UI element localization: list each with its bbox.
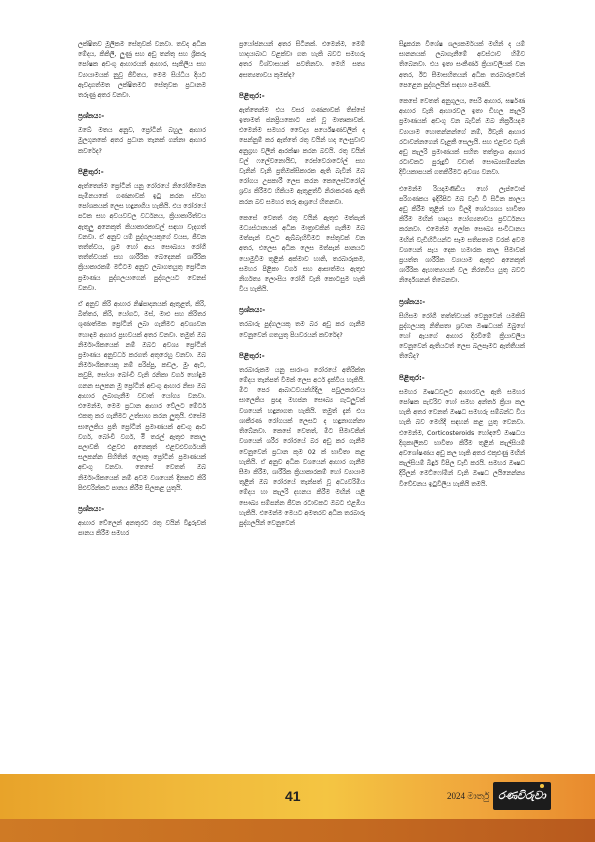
section-heading: පිළිතුර:- (78, 167, 104, 176)
magazine-logo-text: රණවිරුවා (498, 789, 546, 802)
section-heading: පිළිතුර:- (399, 373, 425, 382)
article-column-1 (78, 40, 206, 767)
section-heading: ප්‍රශ්නය:- (239, 306, 266, 315)
page-number: 41 (285, 788, 301, 804)
page-footer (0, 774, 595, 842)
issue-date: 2024 මාර්තු (447, 791, 490, 801)
article-column-3 (399, 40, 525, 767)
article-paragraph: තරබාරු පුද්ගලයකු තම බර අඩු කර ගැනීම වෙනුවෙන් ගතයුතු පියවරයන් කවරේද? (239, 321, 365, 339)
article-paragraph: කෙසේ වෙතත් අනුගුලය, සෙරි ආහාර, ඝර්ෂණ ආහාර වැනි ආහාරවල ඉතා ඩිහල කැලරි ප්‍රමාණයක් අඩංගු වන බැවින් ඔබ නිර්ක්‍රියදම ව්‍යායාම හොතන්නන්ගේ නම්, ඊවැනි ආහාර රටාවන්නගෙන් වැළකී සෙලැයි. සහ එළවළු වැනි අඩු කැලරි ප්‍රමාණයක් සහිත තත්ත්‍රංශ ආහාර රටාවකට පුරුදුව් වඩාත් සෞඛ්‍යසම්පන්න දිවියකාපයක් ගතකිරීමට අවශ්‍ය වනවා. (399, 98, 525, 177)
article-paragraph: ඇත්තෙන්ම ප්‍රෝටීන් යනු රෝරයේ නිරෝගිමෙන පැමිනයකේ ගණනාවක් ඉටු කරන ස්වභ පෝශකයක් ලෙස හඳුනාගිය හැකියි. එය රෝරයේ පටක සහ අවයවවල වර්ධනය, ක්‍රියාකාරිත්වය ඇතුලු අනෙකුත් කියාකාරකාවල් සඳහා වැදගත් වනවා. ඒ අනුව යම් පුද්ගලයකුගේ වයස, ජීවන තත්ත්වය, ශ්‍රම හෝ ආය සෞඛ්‍යය රෝගී තත්ත්වයක් සහ ශාරීරික බෙදෙනක් ශාරීරික ක්‍රියාකාරකම් මට්ටම අනුව ලබාගතයුතු ප්‍රෝටීන ප්‍රමාණය පුද්ගලයාගෙන් පුද්ගලයට වෙනස් වනවා. (78, 182, 206, 292)
article-paragraph: ආහාර වේලෙන් අනතුරට රතු වයින් වීදුරුවක් පානය කිරීම සමහර (78, 519, 206, 538)
article-paragraph: කෙසේ වෙතත් රතු වයින් ඇතුළු මත්පැන් මධ්‍යස්ථානයක් අධික මාත්‍රාවකින් ගැනීම ඔබ මත්පැන් වලට ඇබ්බැහිවීමට සේතුවක් වන අතර, එලෙස අධික ලෙස මත්පැන් පානයට යොමුවීම තුළින් අක්මාව හානි, තරබාරුකම, සමහර පිළිකා වර්ග සහ ආසාත්මය ඇතුළු නිර්ගත්‍ය ලොංසිය රෝගී වැනි කොටසුම හැකි විය හැකියි. (239, 214, 365, 294)
article-paragraph: ඔබේ මතය අනුව, ප්‍රෝටීන් බහුල ආහාර මුලගුනකේ අතර ප්‍රධාන තැනක් ගන්නා ආහාර කවරේද? (78, 127, 206, 155)
logo-accent-dot (540, 784, 544, 788)
article-paragraph: තරබාරුකම යනු සාරාංශ රෝරයේ අතිරික්ත මේදය තැන්පත් වීමක් ලෙස අර්ථ දැක්විය හැකියි. මිට පෙර ආබාධවයන්හිදිල පවුලකරාවය සාලෙකිය ප්‍රඥ මහජන සෞඛ්‍ය ගැටලුවක් වශයෙන් හඳුනාගත හැකියි. තමුත් දැන් එය ශාකීරණ රෝගයක් ලෙසට ද හඳුනාගන්නා තිබේනවා. කෙසේ වෙතත්, මිට සීමාවකින් වශයෙන් ශරීර රෝරයේ බර අඩු කර ගැනීම වෙනුවෙන් ප්‍රධාන කුම 02 ක් භාවිතා කළ හැකියි. ඒ අනුව අධික වශයෙන් ආහාර ගැනීම සීමා කිරීම, ශාරීරික ක්‍රියාකාරකම් හෝ ව්‍යායාම තුළින් ඔබ රෝරයේ තැන්පත් වූ අධ්‍යවරිමිය මේදය හා කැලරි දහනය කිරීම මඟින් යළි සෞඛ්‍ය සම්පන්න ජීවන රටාවකට ඔබට එළඹිය හැකියි. එමෙන්ම මෙයට අමතරව අධික තරබාරු පුද්ගලයින් වෙනුවෙන් (239, 366, 365, 527)
article-paragraph: සිහිසම රෝගී තත්ත්වයක් වෙනුවෙන් යමකිසි පුද්ගලයකු නිතිපතා ශ්‍රවාන ඖෂධයක් ඔබුගේ හෝ ඇයගේ ආහාර දිරවීමේ ක්‍රියාවලිය වෙනුවෙන් ඇතියටත් ලෙස බලපෑමට ඇත්තීයක් තිබේද? (399, 312, 525, 361)
article-paragraph: එමෙන්ම රියදාමණිඩිය හෝ ලැප්ටොප් පරිගණකය ඉදිරිපිට ඔබ වැඩි වී සිටින කාලය අඩු කිරීම තුළින් හා විලදී ශෝථ්‍යශය භාවිතා කිරීම මඟින් හෘදය යෝග්‍යතාවය ප්‍රවර්ධනය කරනවා. එමෙන්ම ලෝක සෞඛ්‍ය සංවිධානය මඟින් වැඩිහිටියන්ට සෑම සතිපතාම වරක් අවම වශයෙන් පැය දෙක හමාරක කාල සීමාවක් ප්‍රයත්ත ශාරීරික ව්‍යායාම ඇතුළු අනෙකුත් ශාරීරික ඇහාත්‍යායන් වල නිරතවිය යුතු බවට නිර්දේශනන් තිබෙනවා. (399, 185, 525, 285)
article-paragraph: සිදුකරන විශේෂ ශල්‍යකර්මයක් මඟින් ද යම් සානනයක් ලබාගැනීමේ අවස්ථාව හිමිව තිබෙනවා. එය ඉතා සංකීර්ණ ක්‍රියාවලියක් වන අතර, ඊට සීමාසහිතයන් අධික තරබාරුවෙන් පෙළෙන පුද්ගලයින් සඳහා පමණයි. (399, 41, 525, 89)
section-heading: ප්‍රශ්නය:- (78, 504, 105, 513)
article-paragraph: ඇත්තෙන්ම එය වසර ගණනාවක් තිස්සේ ඉතාමත් ජනප්‍රියකොට පත් වූ මාතෘකාවක්. එමෙන්ම සමහර වෛද්‍ය පර්යේෂණවලින් ද පෙන්නුම් කර ඇත්තේ රතු වයින් හද ලෙංසුවාව අනුග්‍රහ වලින් ආරක්ෂා කරන බවයි. රතු වයින් වල් ෆලේවනොයිඩ, රෙස්වෙරාටෝල් සහ වැනින් වැනි ප්‍රතිඔක්සිකාරක ඇති බැවින් ඔබ රෝගය උපකාරී ලෙස කරන කෙලෙස්ටරෝල් ශ්‍රව්‍ය කිරීමට හිකියම ඇතුළත්වී නිරාකරණ ඇති කරන බව සමහර තරු ආශ්‍රයේ හිතනවා. (239, 106, 365, 206)
section-heading: පිළිතුර:- (239, 351, 265, 360)
article-column-2 (239, 40, 365, 767)
footer-bottom-strip (0, 819, 595, 842)
section-heading: ප්‍රශ්නය:- (78, 112, 105, 121)
section-heading: පිළිතුර:- (239, 91, 265, 100)
article-paragraph: ඒ අනුව කිරි ආහාර නිෂ්පාදනයක් ඇතුළත්, කිරි, බිත්තර, කිරි, යෝගට, මස්, මාළු සහ කිරිතර ශුණාත්මක ප්‍රෝටීන් ලබා ගැනීමට අවශ්‍යවන හොඳම ආහාර ප්‍රභවයක් අතර වනවා. තමුත් ඔබ නිර්මාංශිකයෙක් නම් ඔබට අවශ්‍ය ප්‍රෝටීන් ප්‍රමාණය අනුවර්ධ කරගත් අතුරෙහු වනවා. ඔබ නිර්මාංශිකයෙකු නම් පරිප්පු, කඩල, මුං ඇට, කවුපි, සෝයා බෝංචි වැනි රනිකා වර්ග හෝඳුම ගනන සලකන මූ ප්‍රෝටීන් අඩංගු ආහාර නිසා ඔබ ආහාර ලබාගැනීම වඩාත් යෝග්‍ය වනවා. එමෙන්ම, මෙම ප්‍රධාන ආහාර වේලට මේටර් එකතු කර ගැනීමට උත්සාහ කරන ලුතුයි. එසේම සාලෙකිය ප්‍රති ප්‍රෝටීන් ප්‍රමාණයක් අඩංගු ආට වර්ග, බෝංචි වර්ග, ම‍ි තරල් ඇතුළු කොල පලාවකි එළවළු අනෙකුත් එළවළුවර්ගයකි සලකන්න ස‍ිහිතින් ලොකු ප්‍රෝටීන් ප්‍රමාණයක් අඩංගු වනවා. තෙසේ වෙතත් ඔබ නිර්මාංශිකයෙක් නම් අවම වශයෙන් දිනකට කිරි පිළුවරින්කට පානය කිරීම සිලකළ යුතුයි. (78, 301, 206, 492)
article-paragraph: ලක්ෂිතව මූලිකම සේතුවක් වනවා. තවද අධික මේදය, කිකිලි, ලුණු සහ අඩු තන්තු සහ ශ්‍රීකරු පෝෂක අඩංගු ආහාරයන් ආහාර, සැකිලිය සහ ව්‍යායාමයක් නුවූ ජීවිතය, මෙම සිය්ධිය දියට ඇවදාගත්මත ලක්ෂිතමට සේතුවක ප්‍රධානම තරුණු අතර වනවා. (78, 41, 206, 100)
article-paragraph: ප්‍රයෝජනයන් අතර සිටිනක්. එමෙන්ම, මෙම් හාදයාබාධ වළක්වා ගත හැකි බවට සමහරු අතර විශ්වාසයක් පවතිනවා. මෙහි සත්‍ය අසත්‍යතාවය කුමක්ද? (239, 41, 365, 79)
article-paragraph: සමහර ඖෂධවලට ආහාරවල ඇති සමහර පෝෂක පැවරිව හෝ සමහ අන්තර් ක්‍රියා කල හැකි අතර වෙනත් ඖෂධ සමහරු සම්බන්ධ විය හැකි බව මෙහිදී සඳහන් කළ යුතු වෙනවා. එමෙන්ම, Corticosteroids හෝඳවේ ඖෂධය දිගුකාලීනව භාවිතා කිරීම තුළින් කැල්සියම් අවශෝෂණය අඩු කල හැකි අතර එකුළුණු මඟින් කැල්සියම් බිඳුර් වීපිල වැඩි කරයි. සමහර ඖෂධ දිරිලන් මෙට්ෆෝමින් වැනි ඖෂධ ලයිනෙන්න්‍ය විවේචනය ඉටුවිලිය හැකියි තමයි. (399, 388, 525, 488)
section-heading: ප්‍රශ්නය:- (399, 297, 426, 306)
